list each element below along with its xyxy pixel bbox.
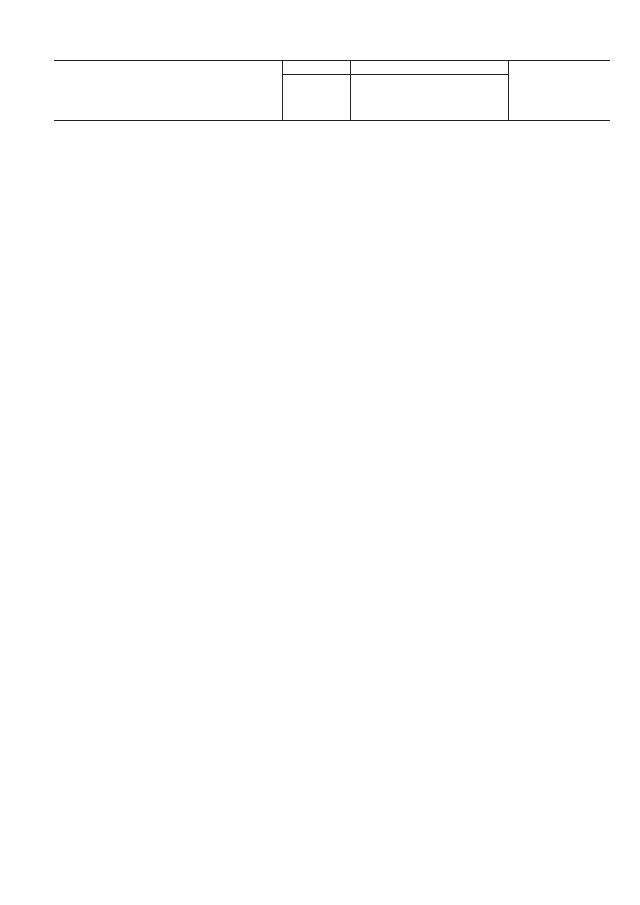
header-divider [282,61,283,120]
header-divider [508,61,509,120]
header-divider [350,61,351,120]
table-header [54,60,610,121]
header-subdivider [282,74,508,75]
